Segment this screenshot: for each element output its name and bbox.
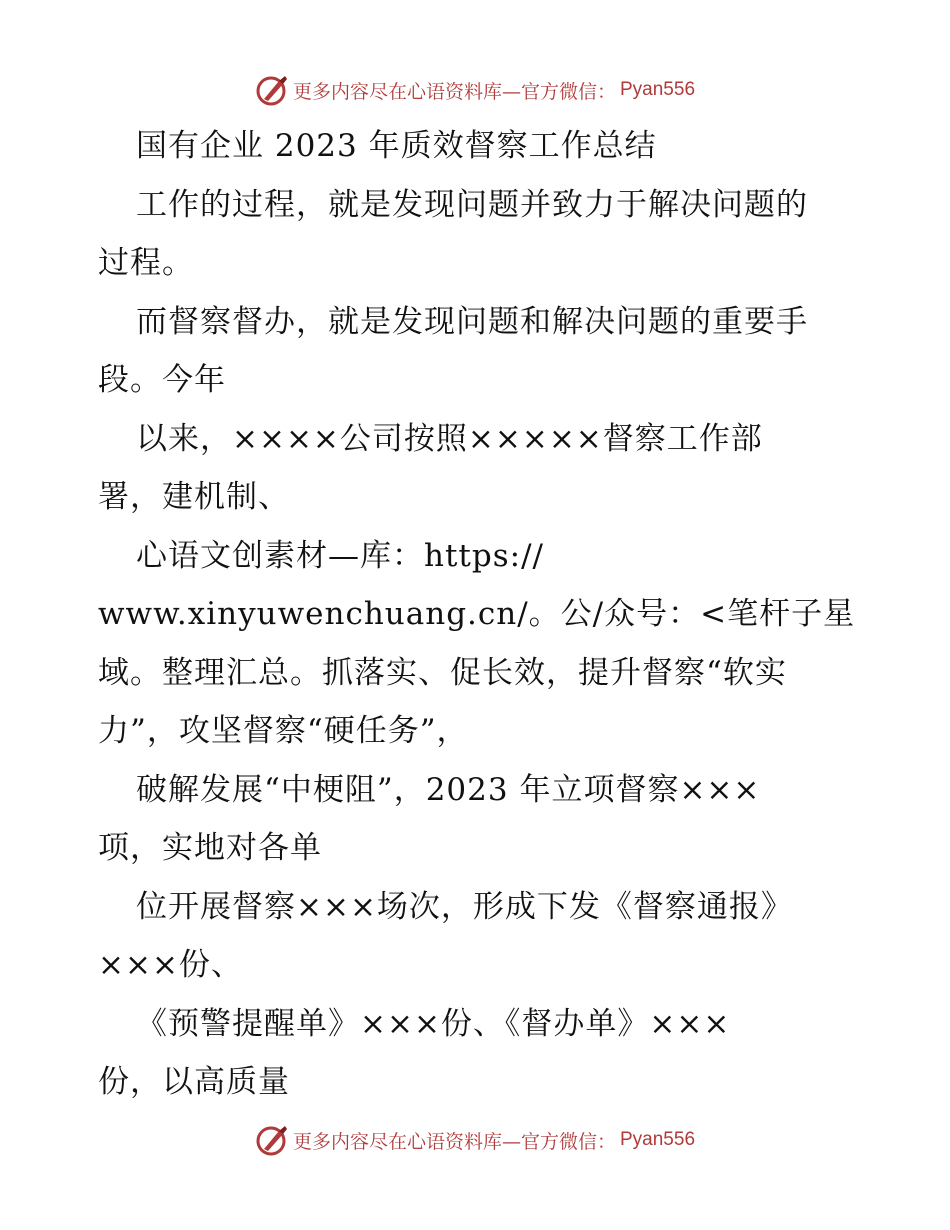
paragraph-line: 工作的过程，就是发现问题并致力于解决问题的 xyxy=(136,186,808,223)
header-banner-text: 更多内容尽在心语资料库—官方微信： xyxy=(292,80,616,103)
header-banner xyxy=(0,70,950,110)
paragraph-line: 以来，××××公司按照×××××督察工作部 xyxy=(136,420,763,457)
paragraph-line: 心语文创素材—库：https:// xyxy=(136,537,544,574)
footer-banner-text: 更多内容尽在心语资料库—官方微信： xyxy=(292,1130,616,1153)
paragraph-line: www.xinyuwenchuang.cn/。公/众号：<笔杆子星 xyxy=(98,596,856,632)
paragraph-line: 位开展督察×××场次，形成下发《督察通报》 xyxy=(136,888,793,925)
footer-banner-id: Pyan556 xyxy=(620,1129,696,1150)
paragraph-line: 力”，攻坚督察“硬任务”， xyxy=(98,713,469,749)
paragraph-line: 项，实地对各单 xyxy=(98,830,322,866)
paragraph-line: 《预警提醒单》×××份、《督办单》××× xyxy=(136,1005,731,1042)
pen-logo-icon xyxy=(255,1123,289,1157)
paragraph-line: 署，建机制、 xyxy=(98,479,290,515)
paragraph-line: 段。今年 xyxy=(98,362,226,398)
paragraph-line: 破解发展“中梗阻”，2023 年立项督察××× xyxy=(136,771,761,808)
header-banner-content xyxy=(255,73,695,107)
paragraph-line: 而督察督办，就是发现问题和解决问题的重要手 xyxy=(136,303,808,340)
header-banner-id: Pyan556 xyxy=(620,79,696,100)
document-body xyxy=(98,117,858,1112)
paragraph-line: 域。整理汇总。抓落实、促长效，提升督察“软实 xyxy=(98,654,787,691)
document-title: 国有企业 2023 年质效督察工作总结 xyxy=(136,128,657,164)
paragraph-line: 份，以高质量 xyxy=(98,1064,290,1100)
footer-banner xyxy=(0,1120,950,1160)
paragraph-line: ×××份、 xyxy=(98,947,243,983)
footer-banner-content xyxy=(255,1123,695,1157)
pen-logo-icon xyxy=(255,73,289,107)
paragraph-line: 过程。 xyxy=(98,245,194,281)
